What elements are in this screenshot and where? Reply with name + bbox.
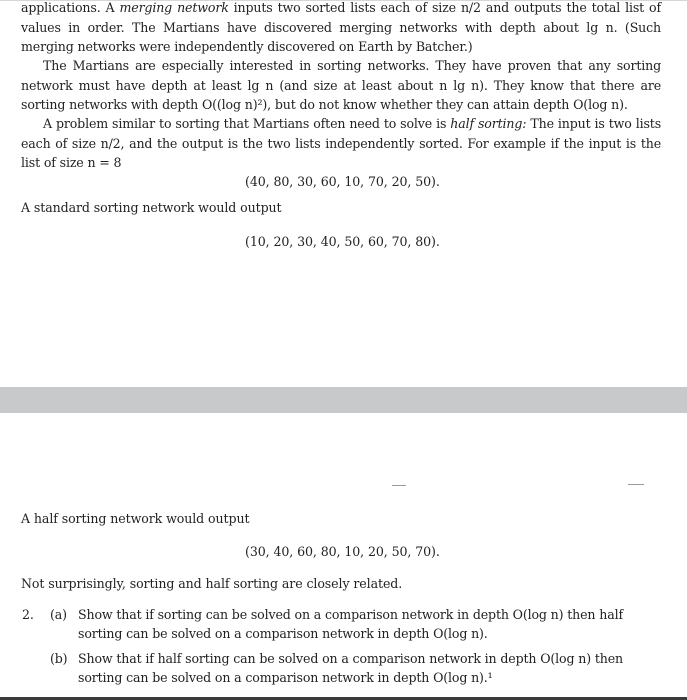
part-a-line1: Show that if sorting can be solved on a comparison network in depth O(log n) then half: [78, 607, 623, 622]
part-b-line1: Show that if half sorting can be solved on a comparison network in depth O(log n) then: [78, 651, 623, 666]
part-b-line2: sorting can be solved on a comparison network in depth O(log n).¹: [78, 670, 493, 685]
gray-separator-band: [0, 387, 687, 413]
faint-mark: [628, 484, 644, 485]
relation-sentence: Not surprisingly, sorting and half sorting are closely related.: [21, 576, 403, 591]
half-caption: A half sorting network would output: [21, 511, 250, 526]
term-half-sorting: half sorting:: [450, 116, 527, 131]
paragraph-text: applications. A: [21, 0, 120, 15]
part-a-label: (a): [50, 607, 67, 622]
paragraph-text: A problem similar to sorting that Martians often need to solve is: [43, 116, 451, 131]
term-merging-network: merging network: [119, 0, 229, 15]
half-output-list: (30, 40, 60, 80, 10, 20, 50, 70).: [245, 544, 440, 559]
paragraph-text: The input is two lists each of size n/2, and the output is the two lists independently sorted. For example if the input is the list of size n = 8: [21, 116, 662, 170]
problem-number: 2.: [22, 607, 34, 622]
standard-caption: A standard sorting network would output: [21, 200, 282, 215]
paragraph-merging-network: [21, 0, 661, 57]
problem-list: [0, 605, 687, 695]
part-b-label: (b): [50, 651, 68, 666]
input-list: (40, 80, 30, 60, 10, 70, 20, 50).: [245, 174, 440, 189]
paragraph-sorting-networks: The Martians are especially interested in sorting networks. They have proven that any sorting network must have depth at least lg n (and size at least about n lg n). They know that there are sorting networks with depth O((log n)²), but do not know whether they can attain depth O(log n).: [21, 58, 661, 112]
paragraph-text: inputs two sorted lists each of size n/2 and outputs the total list of values in order. The Martians have discovered merging networks with depth about lg n. (Such merging networks were independently discovered on Earth by Batcher.): [21, 0, 661, 54]
standard-output-list: (10, 20, 30, 40, 50, 60, 70, 80).: [245, 234, 440, 249]
part-a-line2: sorting can be solved on a comparison network in depth O(log n).: [78, 626, 488, 641]
faint-mark: [392, 485, 406, 486]
paragraph-half-sorting: [21, 114, 661, 173]
